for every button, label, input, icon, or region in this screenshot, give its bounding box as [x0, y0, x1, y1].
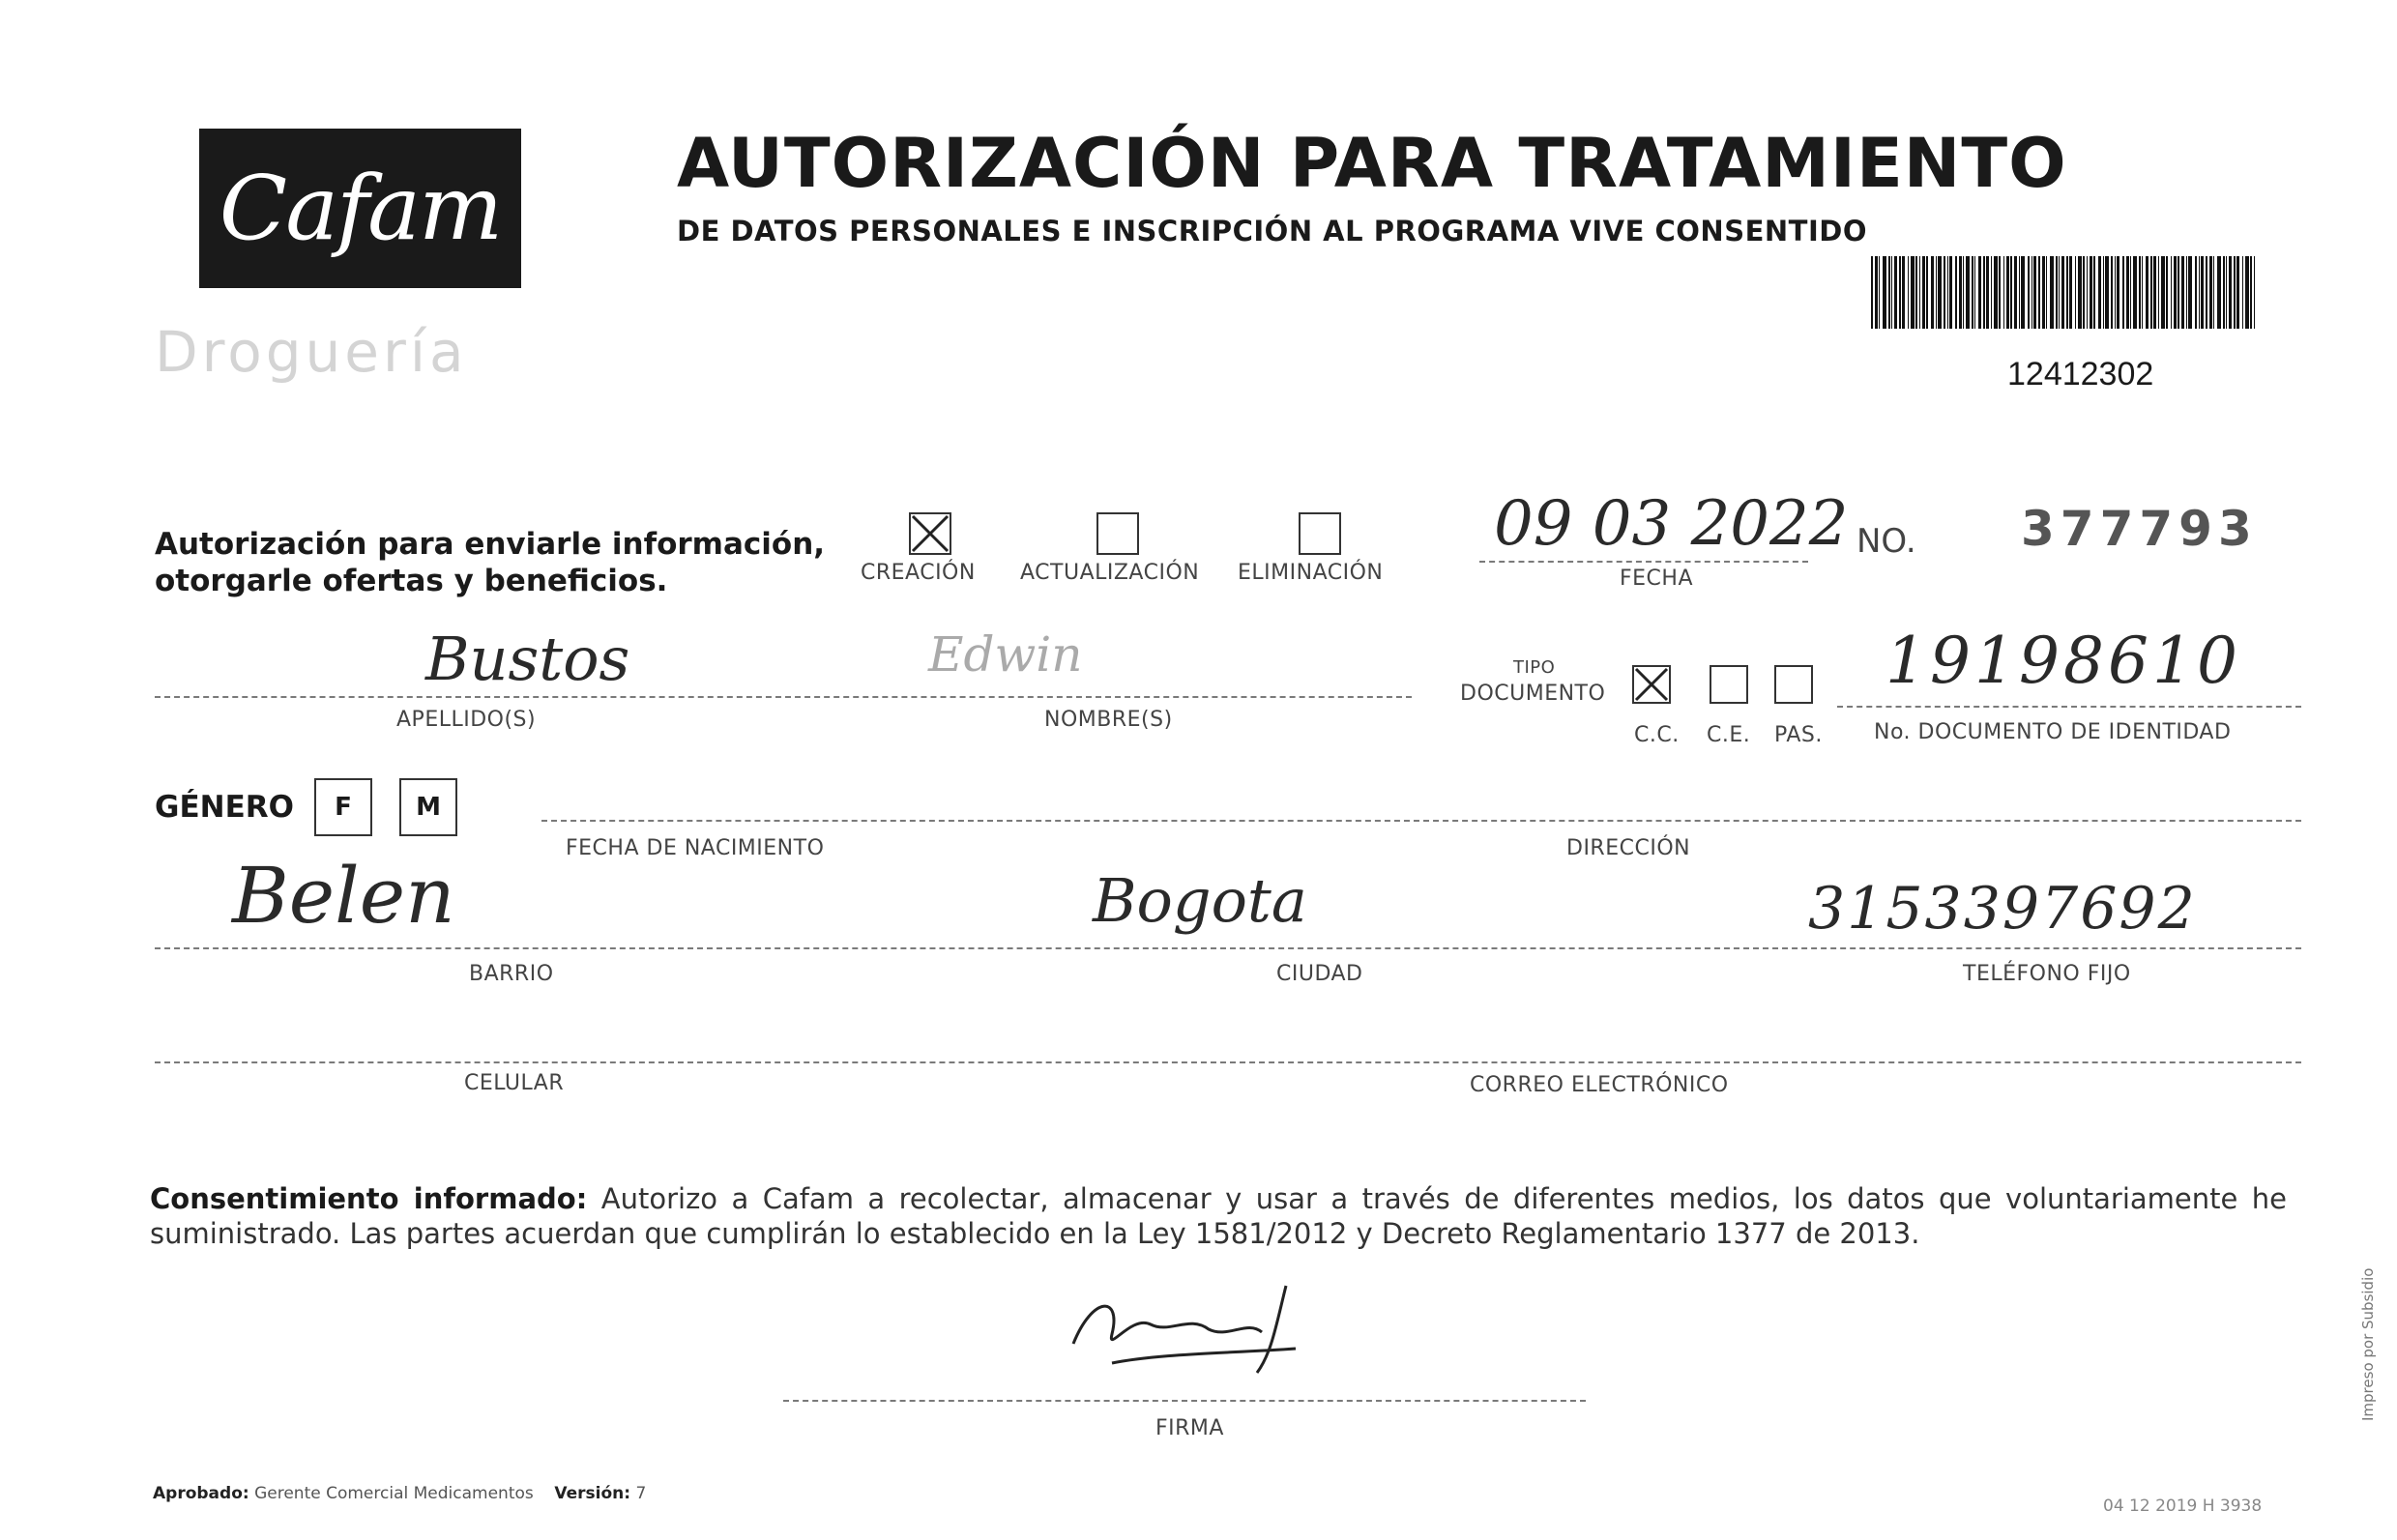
mobile-email-line — [155, 1061, 2301, 1063]
address-label: DIRECCIÓN — [1566, 836, 1691, 860]
city-value: Bogota — [1093, 865, 1307, 936]
phone-value: 3153397692 — [1808, 875, 2197, 943]
signature-label: FIRMA — [1155, 1416, 1224, 1440]
form-subtitle: DE DATOS PERSONALES E INSCRIPCIÓN AL PROGRAMA VIVE CONSENTIDO — [677, 215, 1867, 247]
person-line — [155, 696, 1412, 698]
no-label: NO. — [1856, 522, 1916, 561]
mobile-label: CELULAR — [464, 1071, 565, 1095]
doc-type-label-2: DOCUMENTO — [1460, 682, 1606, 706]
neighborhood-value: Belen — [232, 851, 455, 941]
gender-f-checkbox[interactable]: F — [314, 778, 372, 836]
date-line — [1479, 561, 1808, 563]
consent-text: Autorizo a Cafam a recolectar, almacenar y usar a través de diferentes medios, los datos que voluntariamente he suministrado. Las partes acuerdan que cumplirán lo establecido en la Ley 1581/2012 y Decreto Reglamentario 1377 de 2013. — [150, 1182, 2287, 1251]
doc-type-pas-label: PAS. — [1774, 723, 1823, 747]
approved-value: Gerente Comercial Medicamentos — [254, 1484, 534, 1503]
signature-line — [783, 1400, 1586, 1402]
footer-date-code: 04 12 2019 H 3938 — [2103, 1496, 2263, 1516]
city-label: CIUDAD — [1276, 962, 1363, 986]
cafam-logo: Cafam — [199, 129, 521, 288]
check-x-icon — [911, 514, 950, 553]
birth-address-line — [541, 820, 2301, 822]
doc-pas-checkbox[interactable] — [1774, 665, 1813, 704]
neighborhood-line — [155, 947, 2301, 949]
doc-number-value: 19198610 — [1885, 624, 2241, 698]
doc-type-cc-label: C.C. — [1634, 723, 1680, 747]
check-x-icon — [1634, 667, 1669, 702]
doc-number-label: No. DOCUMENTO DE IDENTIDAD — [1874, 720, 2232, 744]
neighborhood-label: BARRIO — [469, 962, 554, 986]
date-label: FECHA — [1620, 567, 1694, 591]
authorization-heading-line2: otorgarle ofertas y beneficios. — [155, 564, 668, 598]
option-creacion-label: CREACIÓN — [861, 561, 976, 585]
birthdate-label: FECHA DE NACIMIENTO — [566, 836, 825, 860]
consent-heading: Consentimiento informado: — [150, 1182, 588, 1215]
name-value: Edwin — [928, 626, 1083, 683]
option-eliminacion-label: ELIMINACIÓN — [1238, 561, 1384, 585]
gender-m-checkbox[interactable]: M — [399, 778, 457, 836]
name-label: NOMBRE(S) — [1044, 708, 1173, 732]
barcode-number: 12412302 — [2007, 356, 2154, 392]
side-print-text: Impreso por Subsidio — [2359, 1267, 2377, 1421]
doc-ce-checkbox[interactable] — [1710, 665, 1748, 704]
barcode-image — [1871, 256, 2258, 329]
approved-label: Aprobado: — [153, 1484, 249, 1503]
eliminacion-checkbox[interactable] — [1299, 512, 1341, 555]
version-label: Versión: — [554, 1484, 631, 1503]
surname-label: APELLIDO(S) — [396, 708, 537, 732]
doc-type-ce-label: C.E. — [1707, 723, 1751, 747]
form-title: AUTORIZACIÓN PARA TRATAMIENTO — [677, 124, 2067, 203]
gender-label: GÉNERO — [155, 790, 294, 825]
actualizacion-checkbox[interactable] — [1096, 512, 1139, 555]
authorization-heading-line1: Autorización para enviarle información, — [155, 527, 826, 562]
option-actualizacion-label: ACTUALIZACIÓN — [1020, 561, 1200, 585]
surname-value: Bustos — [425, 624, 630, 694]
doc-number-line — [1837, 706, 2301, 708]
footer-approval — [153, 1484, 646, 1503]
doc-cc-checkbox[interactable] — [1632, 665, 1671, 704]
form-number: 377793 — [2021, 501, 2258, 557]
signature-image — [1054, 1257, 1363, 1392]
phone-label: TELÉFONO FIJO — [1963, 962, 2131, 986]
sub-brand-watermark: Droguería — [155, 319, 468, 385]
creacion-checkbox[interactable] — [909, 512, 951, 555]
email-label: CORREO ELECTRÓNICO — [1470, 1073, 1729, 1097]
date-handwritten: 09 03 2022 — [1494, 488, 1849, 560]
version-value: 7 — [635, 1484, 647, 1503]
consent-paragraph — [150, 1181, 2287, 1252]
doc-type-label-1: TIPO — [1513, 657, 1556, 678]
